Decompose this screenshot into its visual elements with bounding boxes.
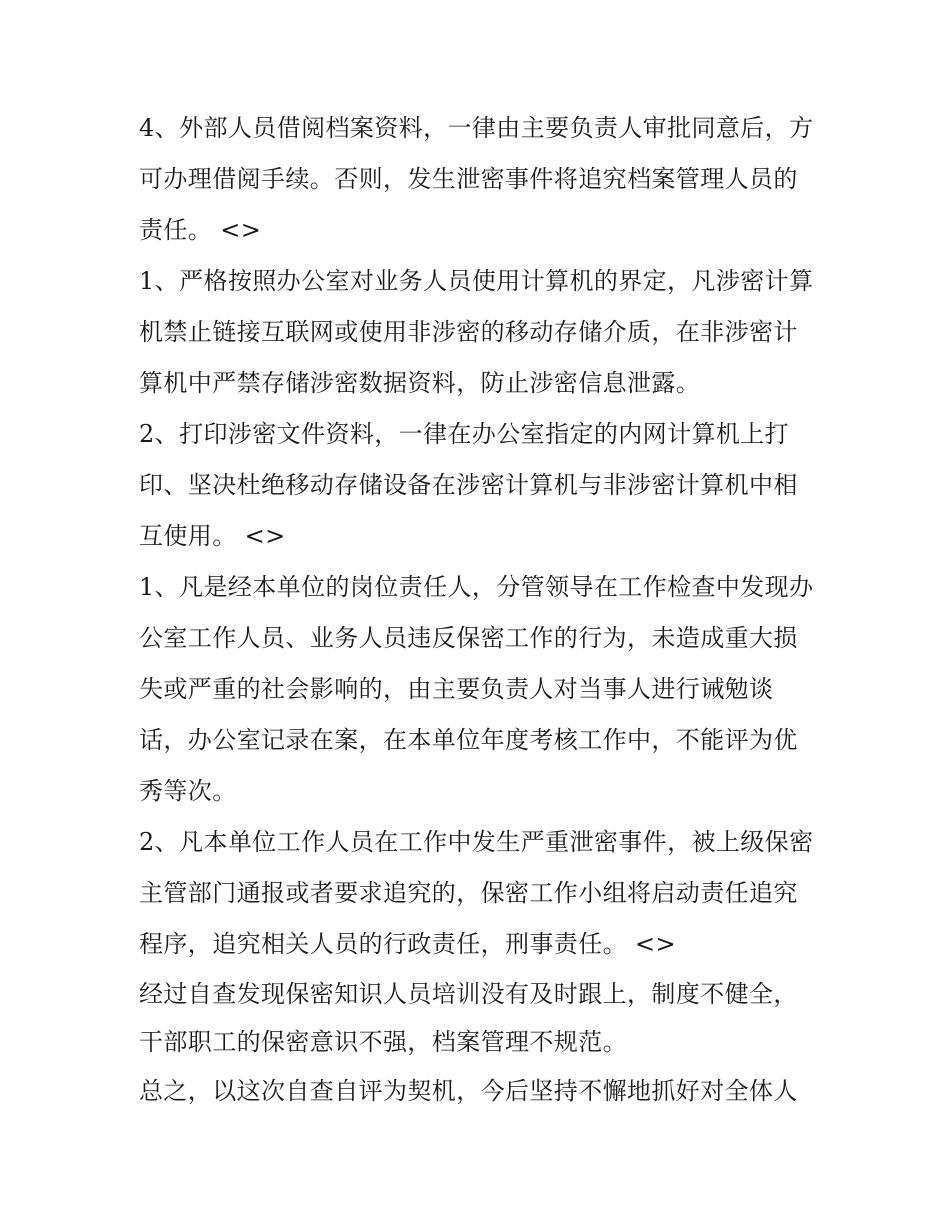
paragraph-serious-leak: 2、凡本单位工作人员在工作中发生严重泄密事件，被上级保密主管部门通报或者要求追究的，保密工作小组将启动责任追究程序，追究相关人员的行政责任，刑事责任。 <>: [139, 828, 814, 958]
paragraph-conclusion: 总之，以这次自查自评为契机，今后坚持不懈地抓好对全体人: [139, 1077, 798, 1105]
paragraph-violation-handling: 1、凡是经本单位的岗位责任人，分管领导在工作检查中发现办公室工作人员、业务人员违反保密工作的行为，未造成重大损失或严重的社会影响的，由主要负责人对当事人进行诫勉谈话，办公室记录在案，在本单位年度考核工作中，不能评为优秀等次。: [139, 573, 814, 805]
document-body: [139, 103, 819, 1117]
paragraph-printing-rules: 2、打印涉密文件资料，一律在办公室指定的内网计算机上打印、坚决杜绝移动存储设备在涉密计算机与非涉密计算机中相互使用。 <>: [139, 420, 798, 550]
paragraph-computer-usage: 1、严格按照办公室对业务人员使用计算机的界定，凡涉密计算机禁止链接互联网或使用非涉密的移动存储介质，在非涉密计算机中严禁存储涉密数据资料，防止涉密信息泄露。: [139, 267, 814, 397]
paragraph-self-inspection: 经过自查发现保密知识人员培训没有及时跟上，制度不健全，干部职工的保密意识不强，档案管理不规范。: [139, 980, 798, 1056]
paragraph-archive-borrowing: 4、外部人员借阅档案资料，一律由主要负责人审批同意后，方可办理借阅手续。否则，发生泄密事件将追究档案管理人员的责任。 <>: [139, 114, 814, 244]
